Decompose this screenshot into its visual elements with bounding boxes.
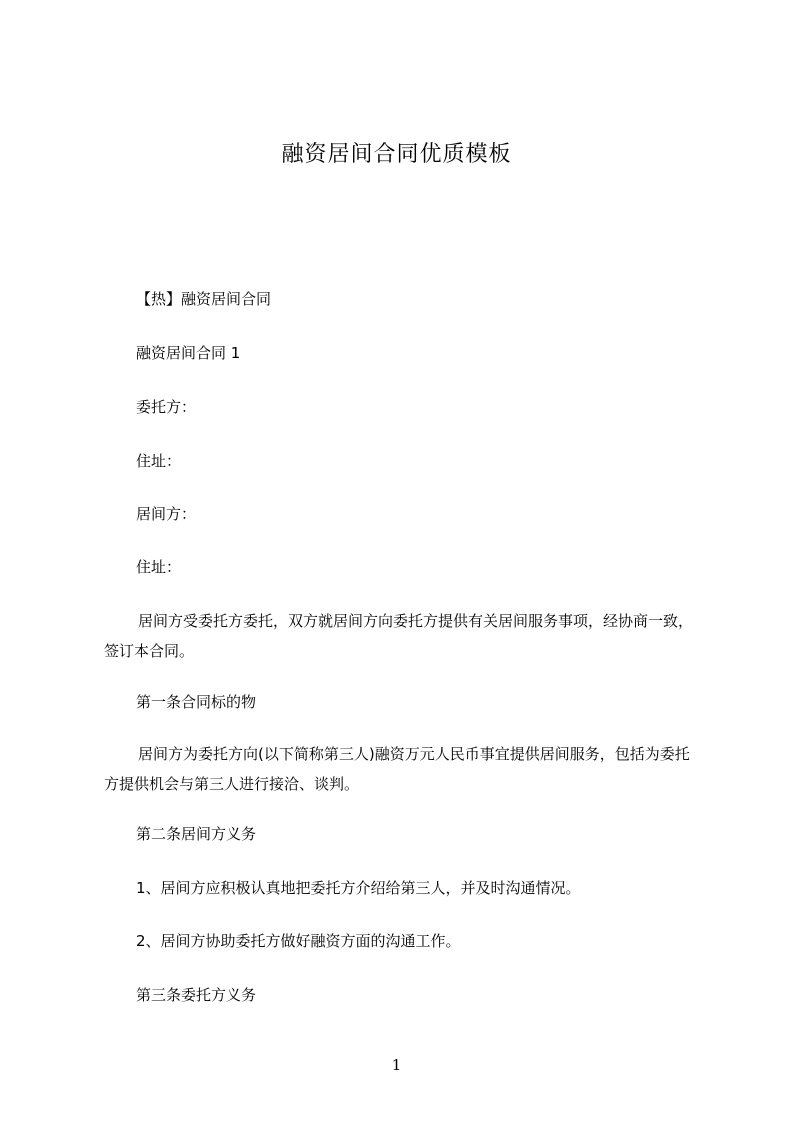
article-1-content: 居间方为委托方向(以下简称第三人)融资万元人民币事宜提供居间服务，包括为委托方提供机会与第三人进行接洽、谈判。 (104, 745, 690, 793)
article-2-heading: 第二条居间方义务 (136, 825, 257, 843)
article-1-heading: 第一条合同标的物 (136, 693, 257, 711)
paragraph-contract-number: 融资居间合同 1 (136, 344, 241, 362)
article-2-item-1: 1、居间方应积极认真地把委托方介绍给第三人，并及时沟通情况。 (136, 879, 581, 897)
paragraph-broker-address-label: 住址： (136, 558, 182, 576)
page-number: 1 (391, 1056, 402, 1074)
paragraph-broker-label: 居间方： (136, 505, 197, 523)
paragraph-hot-heading: 【热】融资居间合同 (136, 290, 272, 308)
article-2-item-2: 2、居间方协助委托方做好融资方面的沟通工作。 (136, 932, 461, 950)
paragraph-preamble: 居间方受委托方委托，双方就居间方向委托方提供有关居间服务事项，经协商一致，签订本合同。 (104, 612, 694, 660)
paragraph-client-label: 委托方： (136, 398, 197, 416)
article-3-heading: 第三条委托方义务 (136, 986, 257, 1004)
paragraph-client-address-label: 住址： (136, 452, 182, 470)
document-title: 融资居间合同优质模板 (281, 142, 512, 167)
